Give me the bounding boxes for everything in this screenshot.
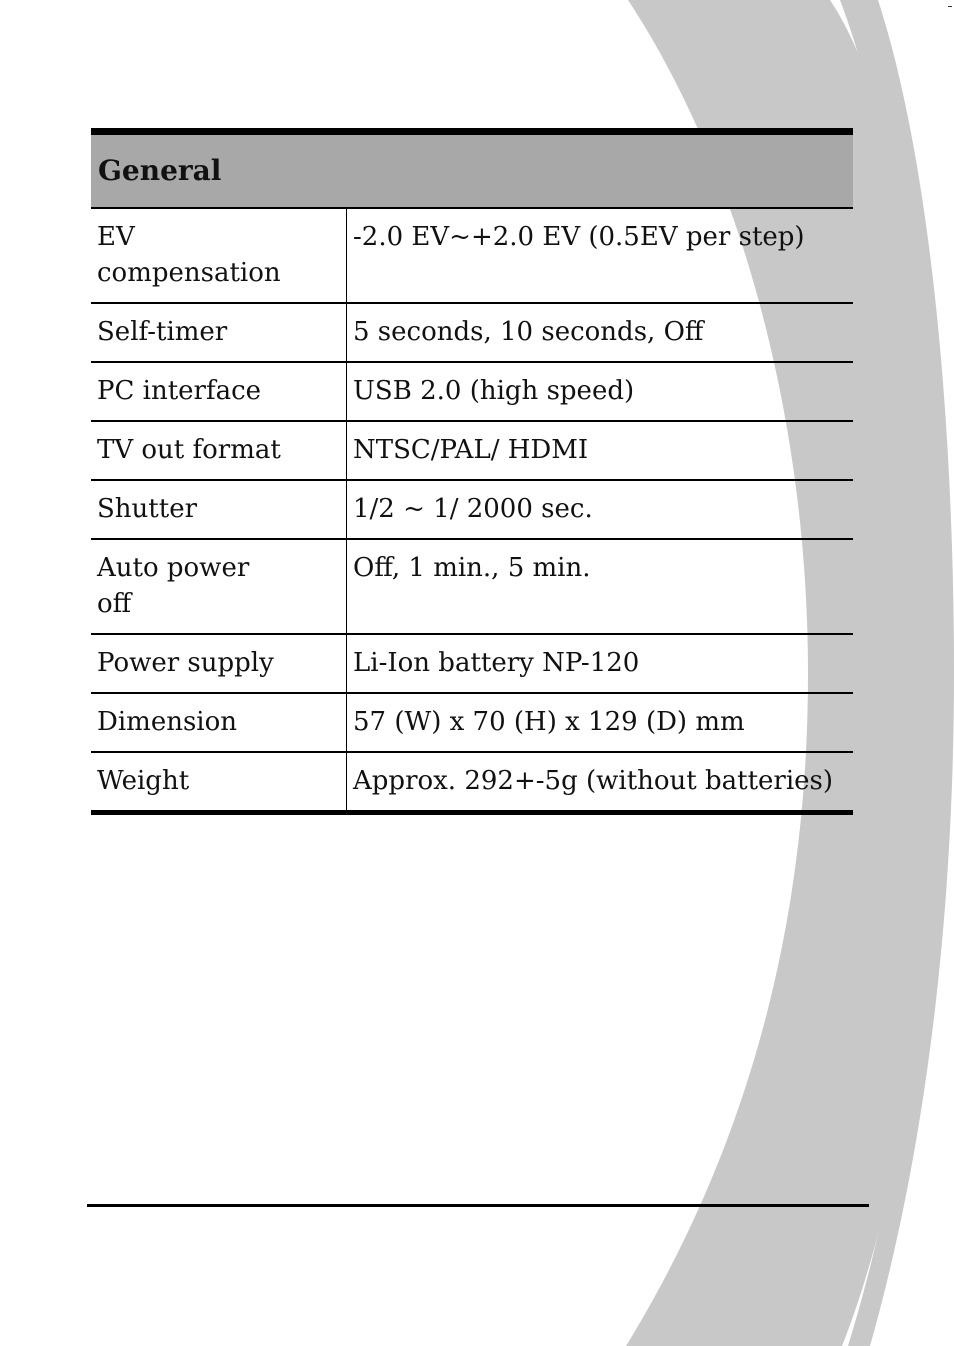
table-row (91, 421, 853, 480)
table-row (91, 634, 853, 693)
spec-value: Approx. 292+-5g (without batteries) (353, 766, 834, 796)
spec-value: 5 seconds, 10 seconds, Off (347, 303, 854, 362)
spec-label: Self-timer (91, 303, 347, 362)
spec-label: Dimension (91, 693, 347, 752)
spec-value: 1/2 ~ 1/ 2000 sec. (347, 480, 854, 539)
table-row (91, 539, 853, 634)
spec-label: Weight (91, 752, 347, 813)
table-row (91, 480, 853, 539)
spec-value: -2.0 EV~+2.0 EV (0.5EV per step) (347, 208, 854, 303)
table-header-row (91, 132, 853, 209)
spec-label: Shutter (91, 480, 347, 539)
table-row (91, 752, 853, 813)
spec-label: EV compensation (91, 208, 347, 303)
spec-value: Li-Ion battery NP-120 (347, 634, 854, 693)
spec-value: Off, 1 min., 5 min. (347, 539, 854, 634)
table-row (91, 693, 853, 752)
table-row (91, 208, 853, 303)
specifications-table (91, 128, 853, 815)
table-row (91, 362, 853, 421)
footer-rule (87, 1204, 869, 1207)
corner-mark (948, 6, 952, 7)
spec-label: Auto power off (91, 539, 347, 634)
spec-value: USB 2.0 (high speed) (347, 362, 854, 421)
table-row (91, 303, 853, 362)
spec-label: TV out format (91, 421, 347, 480)
spec-label: Power supply (91, 634, 347, 693)
spec-label: PC interface (91, 362, 347, 421)
table-header-general: General (91, 132, 853, 209)
spec-value: NTSC/PAL/ HDMI (347, 421, 854, 480)
spec-value: 57 (W) x 70 (H) x 129 (D) mm (347, 693, 854, 752)
